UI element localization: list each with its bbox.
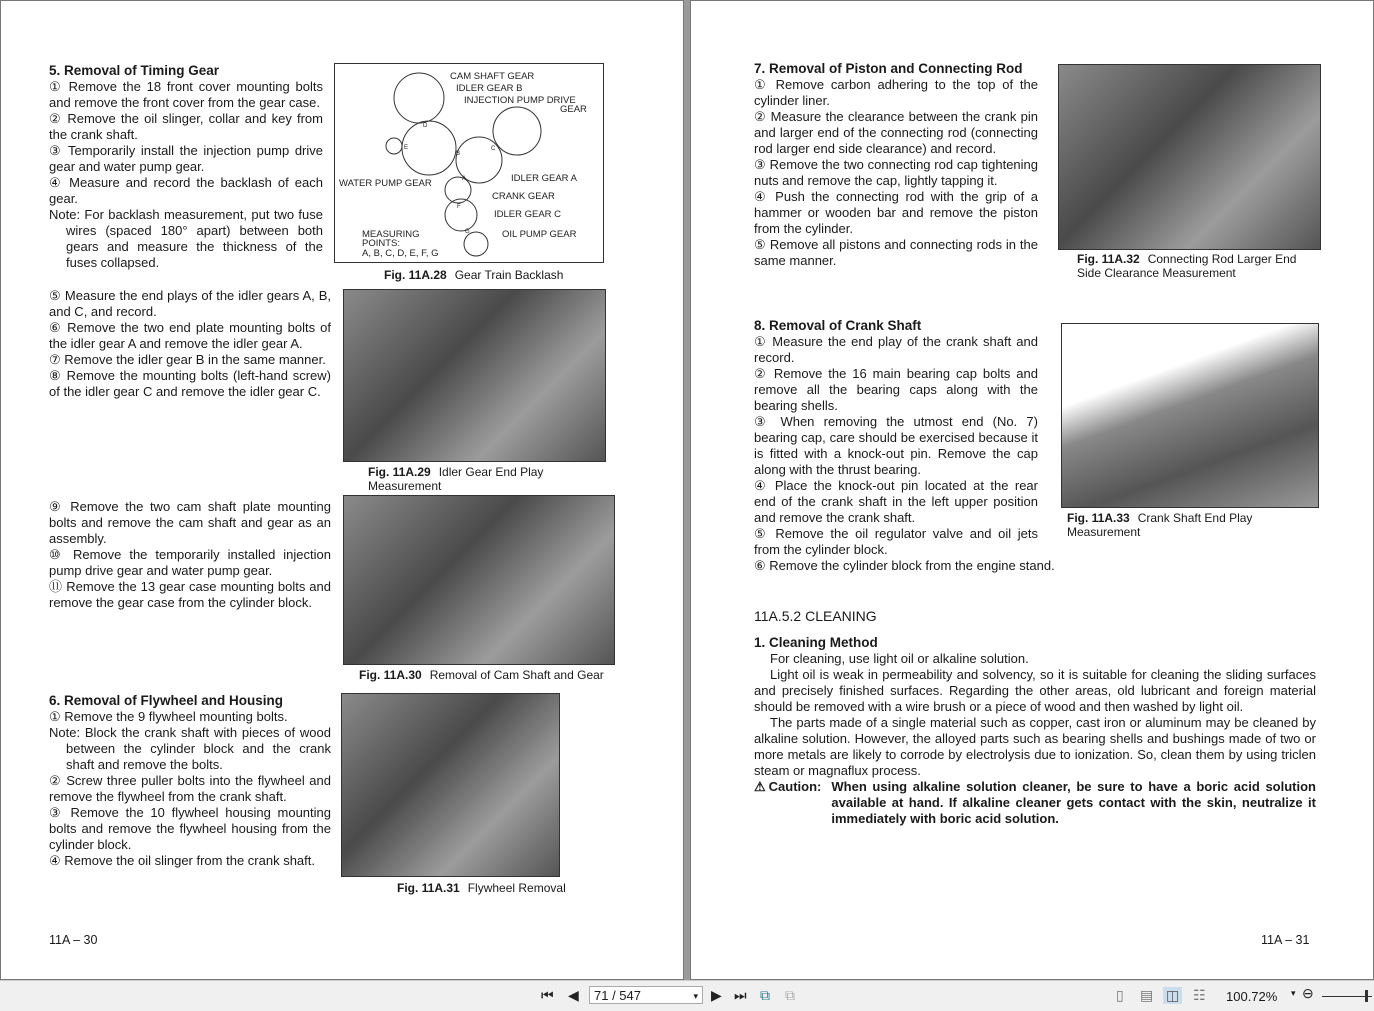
- page-number: 11A – 31: [1261, 933, 1310, 947]
- label-water-pump-gear: WATER PUMP GEAR: [339, 178, 432, 189]
- fig-11a33-caption: Fig. 11A.33 Crank Shaft End Play Measurement: [1067, 511, 1253, 539]
- section-5-cont2: [49, 499, 331, 611]
- section-title: 7. Removal of Piston and Connecting Rod: [754, 61, 1023, 76]
- step: ⑨ Remove the two cam shaft plate mounting bolts and remove the cam shaft and gear as an assembly.: [49, 499, 331, 546]
- caution-label: Caution:: [768, 779, 822, 794]
- pdf-toolbar: [0, 980, 1374, 1011]
- step: ① Remove the 9 flywheel mounting bolts.: [49, 709, 288, 724]
- continuous-facing-icon[interactable]: ☷: [1193, 987, 1206, 1003]
- step: ④ Measure and record the backlash of each gear.: [49, 175, 323, 206]
- fig-11a28-caption: Fig. 11A.28 Gear Train Backlash: [384, 268, 564, 282]
- step: ⑧ Remove the mounting bolts (left-hand screw) of the idler gear C and remove the idler gear C.: [49, 368, 331, 399]
- label-points: POINTS:: [362, 238, 401, 249]
- point-g: G: [465, 229, 470, 235]
- photo-crank-shaft: [1061, 323, 1319, 508]
- step: ⑪ Remove the 13 gear case mounting bolts and remove the gear case from the cylinder block.: [49, 579, 331, 610]
- fig-11a30-caption: Fig. 11A.30 Removal of Cam Shaft and Gear: [359, 668, 604, 682]
- first-page-icon[interactable]: ⏮: [541, 987, 554, 1003]
- cleaning-heading: 11A.5.2 CLEANING: [754, 608, 877, 624]
- section-5: [49, 63, 323, 271]
- fig-11a29-caption: Fig. 11A.29 Idler Gear End Play Measurement: [368, 465, 544, 493]
- right-page: [690, 0, 1374, 980]
- step: ⑥ Remove the cylinder block from the engine stand.: [754, 558, 1055, 573]
- label-crank-gear: CRANK GEAR: [492, 191, 555, 202]
- next-page-icon[interactable]: ▶: [711, 987, 722, 1003]
- paragraph: For cleaning, use light oil or alkaline solution.: [770, 651, 1029, 666]
- step: ⑩ Remove the temporarily installed injection pump drive gear and water pump gear.: [49, 547, 331, 578]
- step: ② Measure the clearance between the crank pin and larger end of the connecting rod (connecting rod larger end side clearance) and record.: [754, 109, 1038, 156]
- caution: [754, 779, 1316, 827]
- chevron-down-icon[interactable]: ▾: [693, 991, 698, 1001]
- point-c: C: [491, 146, 496, 152]
- step: ⑥ Remove the two end plate mounting bolts of the idler gear A and remove the idler gear A.: [49, 320, 331, 351]
- note: Note: Block the crank shaft with pieces of wood between the cylinder block and the crank shaft and remove the bolts.: [49, 725, 331, 772]
- step: ① Remove carbon adhering to the top of the cylinder liner.: [754, 77, 1038, 108]
- section-5-cont: [49, 288, 331, 400]
- zoom-out-icon[interactable]: ⊖: [1302, 985, 1314, 1001]
- section-title: 5. Removal of Timing Gear: [49, 63, 220, 78]
- step: ④ Remove the oil slinger from the crank shaft.: [49, 853, 315, 868]
- cleaning-method: [754, 635, 1316, 827]
- section-7: [754, 61, 1038, 269]
- step: ① Remove the 18 front cover mounting bolts and remove the front cover from the gear case.: [49, 79, 323, 110]
- point-a: A: [462, 176, 467, 182]
- point-e: E: [404, 145, 409, 151]
- last-page-icon[interactable]: ⏭: [734, 987, 747, 1003]
- step: ② Screw three puller bolts into the flywheel and remove the flywheel from the crank shaft.: [49, 773, 331, 804]
- next-view-icon[interactable]: ⧉: [785, 987, 795, 1003]
- step: ④ Push the connecting rod with the grip of a hammer or wooden bar and remove the piston from the cylinder.: [754, 189, 1038, 236]
- point-b: B: [456, 151, 461, 157]
- facing-pages-icon[interactable]: ◫: [1163, 987, 1182, 1004]
- zoom-dropdown-icon[interactable]: ▾: [1291, 988, 1296, 998]
- step: ① Measure the end play of the crank shaft and record.: [754, 334, 1038, 365]
- fig-11a31-caption: Fig. 11A.31 Flywheel Removal: [397, 881, 566, 895]
- note: Note: For backlash measurement, put two fuse wires (spaced 180° apart) between both gears and measure the thickness of the fuses collapsed.: [49, 207, 323, 270]
- step: ② Remove the 16 main bearing cap bolts and remove all the bearing caps along with the bearing shells.: [754, 366, 1038, 413]
- page-number-input[interactable]: 71 / 547 ▾: [589, 986, 703, 1004]
- continuous-icon[interactable]: ▤: [1140, 987, 1154, 1003]
- label-oil-pump-gear: OIL PUMP GEAR: [502, 229, 577, 240]
- photo-connecting-rod: [1058, 64, 1321, 250]
- page-number: 11A – 30: [49, 933, 98, 947]
- step: ③ Remove the 10 flywheel housing mounting bolts and remove the flywheel housing from the cylinder block.: [49, 805, 331, 852]
- photo-idler-gear: [343, 289, 606, 462]
- section-title: 1. Cleaning Method: [754, 635, 878, 650]
- fig-11a32-caption: Fig. 11A.32 Connecting Rod Larger End Side Clearance Measurement: [1077, 252, 1297, 280]
- step: ⑤ Remove all pistons and connecting rods in the same manner.: [754, 237, 1038, 268]
- point-d: D: [423, 123, 428, 129]
- step: ⑤ Remove the oil regulator valve and oil jets from the cylinder block.: [754, 526, 1038, 557]
- paragraph: Light oil is weak in permeability and solvency, so it is suitable for cleaning the sliding surfaces and precisely finished surfaces. Regarding the other areas, old lubricant and foreign material should be removed with a wire brush or a piece of wood and then washed by light oil.: [754, 667, 1316, 714]
- caution-text: When using alkaline solution cleaner, be sure to have a boric acid solution available at hand. If alkaline cleaner gets contact with the skin, neutralize it immediately with boric acid solution.: [831, 779, 1316, 826]
- step: ⑤ Measure the end plays of the idler gears A, B, and C, and record.: [49, 288, 331, 319]
- step: ③ Temporarily install the injection pump drive gear and water pump gear.: [49, 143, 323, 174]
- gear-train-diagram: [334, 63, 604, 263]
- photo-flywheel: [341, 693, 560, 877]
- label-points-list: A, B, C, D, E, F, G: [362, 248, 439, 259]
- label-idler-gear-a: IDLER GEAR A: [511, 173, 577, 184]
- label-injection-pump: INJECTION PUMP DRIVE: [464, 95, 576, 106]
- zoom-slider-handle[interactable]: [1365, 990, 1368, 1002]
- step: ③ Remove the two connecting rod cap tightening nuts and remove the cap, lightly tapping it.: [754, 157, 1038, 188]
- point-f: F: [457, 204, 461, 210]
- paragraph: The parts made of a single material such as copper, cast iron or aluminum may be cleaned by alkaline solution. However, the alloyed parts such as bearing shells and bushings made of two or more metals are likely to corrode by electrolysis due to ionization. So, clean them by using triclen steam or magnaflux process.: [754, 715, 1316, 778]
- step: ③ When removing the utmost end (No. 7) bearing cap, care should be exercised because it is fitted with a knock-out pin. Remove the cap along with the thrust bearing.: [754, 414, 1038, 477]
- label-idler-gear-c: IDLER GEAR C: [494, 209, 562, 220]
- zoom-level[interactable]: 100.72%: [1226, 989, 1278, 1004]
- label-idler-gear-b: IDLER GEAR B: [456, 83, 523, 94]
- label-cam-shaft-gear: CAM SHAFT GEAR: [450, 71, 535, 82]
- step: ② Remove the oil slinger, collar and key from the crank shaft.: [49, 111, 323, 142]
- section-title: 6. Removal of Flywheel and Housing: [49, 693, 284, 708]
- previous-view-icon[interactable]: ⧉: [760, 987, 770, 1003]
- section-title: 8. Removal of Crank Shaft: [754, 318, 922, 333]
- left-page: [0, 0, 684, 980]
- section-6: [49, 693, 331, 869]
- section-8: [754, 318, 1055, 574]
- step: ⑦ Remove the idler gear B in the same manner.: [49, 352, 326, 367]
- label-measuring: MEASURING: [362, 229, 420, 240]
- label-injection-pump-gear: GEAR: [560, 104, 587, 115]
- step: ④ Place the knock-out pin located at the rear end of the crank shaft in the left upper position and remove the crank shaft.: [754, 478, 1038, 525]
- photo-cam-shaft: [343, 495, 615, 665]
- previous-page-icon[interactable]: ◀: [568, 987, 579, 1003]
- single-page-icon[interactable]: ▯: [1116, 987, 1124, 1003]
- warning-icon: ⚠: [754, 779, 766, 794]
